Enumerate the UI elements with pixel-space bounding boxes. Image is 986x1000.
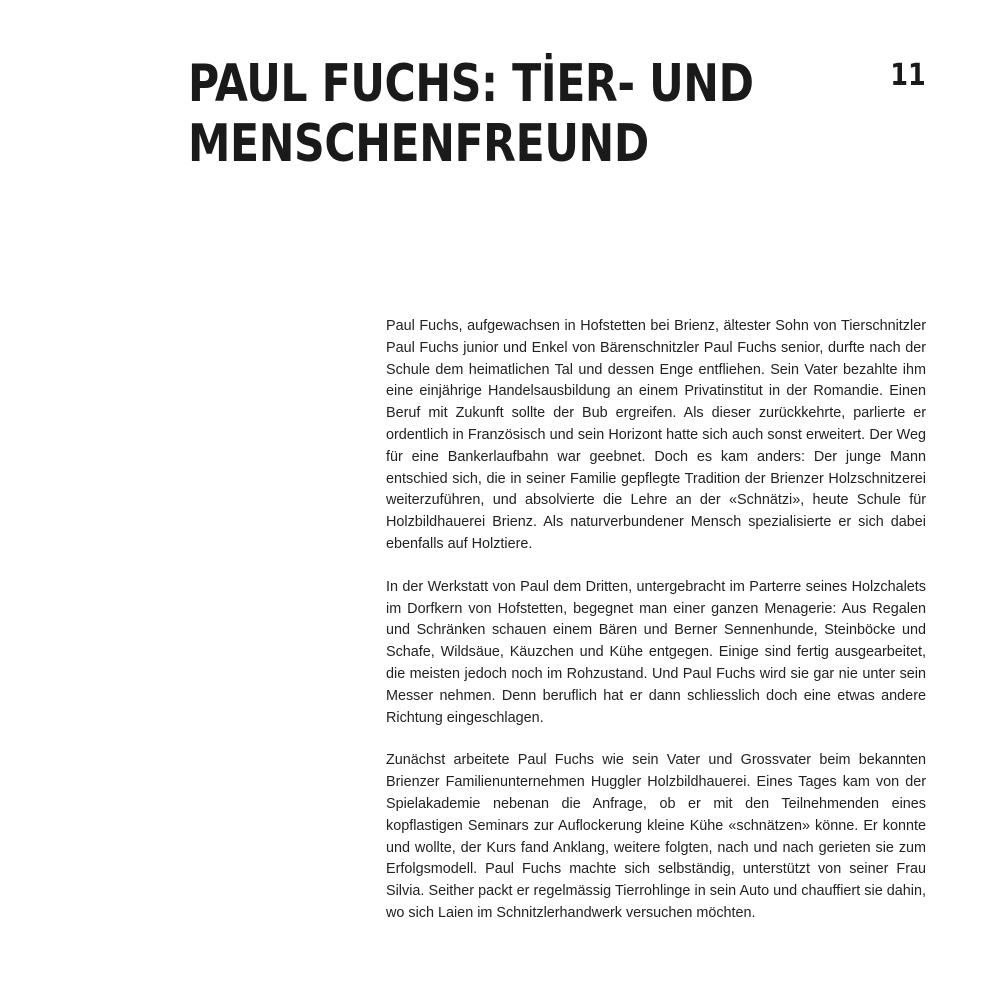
page-title-line-2: MENSCHENFREUND <box>188 114 649 174</box>
paragraph-2: In der Werkstatt von Paul dem Dritten, untergebracht im Parterre seines Holzchalets im Dorfkern von Hofstetten, begegnet man einer ganzen Menagerie: Aus Regalen und Schränken schauen einem Bären und Berner Sennenhunde, Steinböcke und Schafe, Wildsäue, Käuzchen und Kühe entgegen. Einige sind fertig ausgearbeitet, die meisten jedoch noch im Rohzustand. Und Paul Fuchs wird sie gar nie unter sein Messer nehmen. Denn beruflich hat er dann schliesslich doch eine etwas andere Richtung eingeschlagen. <box>386 578 926 726</box>
paragraph-3: Zunächst arbeitete Paul Fuchs wie sein Vater und Grossvater beim bekannten Brienzer Familienunternehmen Huggler Holzbildhauerei. Eines Tages kam von der Spielakademie nebenan die Anfrage, ob er mit den Teilnehmenden eines kopflastigen Seminars zur Auflockerung kleine Kühe «schnätzen» könne. Er konnte und wollte, der Kurs fand Anklang, weitere folgten, nach und nach gerieten sie zum Erfolgsmodell. Paul Fuchs machte sich selbständig, unterstützt von seiner Frau Silvia. Seither packt er regelmässig Tierrohlinge in sein Auto und chauffiert sie dahin, wo sich Laien im Schnitzlerhandwerk versuchen möchten. <box>386 752 926 921</box>
paragraph-1: Paul Fuchs, aufgewachsen in Hofstetten bei Brienz, ältester Sohn von Tierschnitzler Paul Fuchs junior und Enkel von Bärenschnitzler Paul Fuchs senior, durfte nach der Schule dem heimatlichen Tal und dessen Enge entfliehen. Sein Vater bezahlte ihm eine einjährige Handelsausbildung an einem Privatinstitut in der Romandie. Einen Beruf mit Zukunft sollte der Bub ergreifen. Als dieser zurückkehrte, parlierte er ordentlich in Französisch und sein Horizont hatte sich auch sonst erweitert. Der Weg für eine Bankerlaufbahn war geebnet. Doch es kam anders: Der junge Mann entschied sich, die in seiner Familie gepflegte Tradition der Brienzer Holzschnitzerei weiterzuführen, und absolvierte die Lehre an der «Schnätzi», heute Schule für Holzbildhauerei Brienz. Als naturverbundener Mensch spezialisierte er sich dabei ebenfalls auf Holztiere. <box>386 318 926 552</box>
page-number: 11 <box>890 58 926 93</box>
page-title <box>188 54 754 174</box>
article-body <box>386 316 926 946</box>
page-title-line-1: PAUL FUCHS: TİER- UND <box>188 54 754 114</box>
